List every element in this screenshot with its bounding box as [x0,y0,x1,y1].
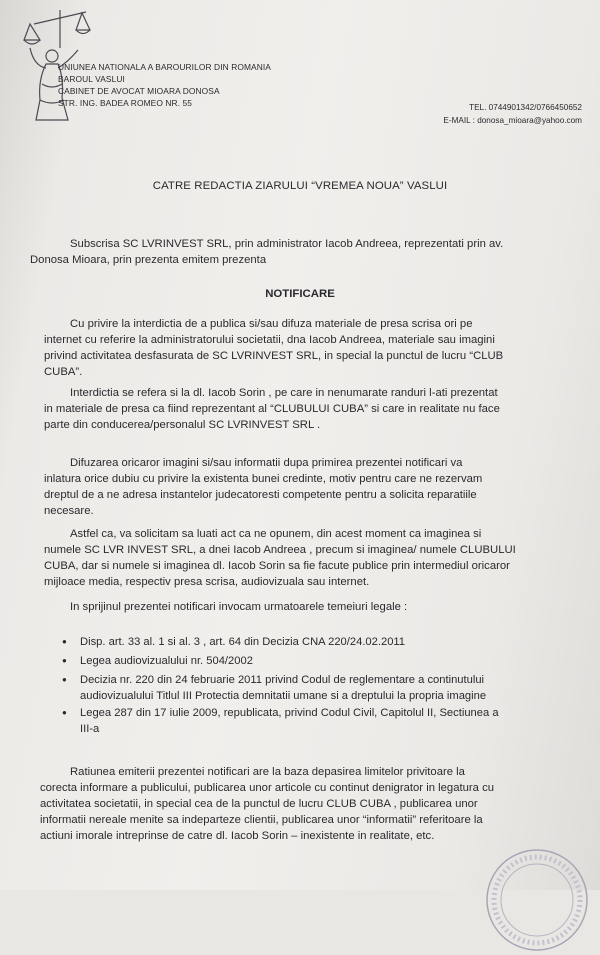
email-text: E-MAIL : donosa_mioara@yahoo.com [443,116,582,125]
closing-line: corecta informare a publicului, publicarea unor articole cu continut denigrator in legatura cu [40,782,495,794]
phone-text: TEL. 0744901342/0766450652 [469,103,582,112]
closing-line: actiuni imorale intreprinse de catre dl. Iacob Sorin – inexistente in realitate, etc. [40,830,435,842]
closing-line: activitatea societatii, in special cea de la punctul de lucru CLUB CUBA , publicarea unor [40,798,478,810]
contact-block [410,101,582,127]
paragraph-line: necesare. [44,505,94,517]
paragraph-line: inlatura orice dubiu cu privire la existenta bunei credinte, motiv pentru care ne rezervam [44,473,483,485]
paragraph-line: internet cu referire la administratorului societatii, dna Iacob Andreea, materiale sau imagini [44,334,495,346]
paragraph-line: Difuzarea oricaror imagini si/sau informatii dupa primirea prezentei notificari va [70,457,463,469]
intro-line: Donosa Mioara, prin prezenta emitem prezenta [30,254,267,266]
legal-reference-line: audiovizualului Titlul III Protectia demnitatii umane si a dreptului la propria imagine [80,690,487,702]
letterhead-line: STR. ING. BADEA ROMEO NR. 55 [58,98,193,108]
paragraph-line: parte din conducerea/personalul SC LVRINVEST SRL . [44,419,321,431]
paragraph-line: In sprijinul prezentei notificari invocam urmatoarele temeiuri legale : [70,601,408,613]
legal-reference-line: ● Disp. art. 33 al. 1 si al. 3 , art. 64 din Decizia CNA 220/24.02.2011 [80,636,406,648]
letterhead-line: CABINET DE AVOCAT MIOARA DONOSA [58,86,220,96]
legal-reference-line: ● Legea 287 din 17 iulie 2009, republicata, privind Codul Civil, Capitolul II, Sectiunea a [80,707,499,719]
letterhead-block [58,61,271,109]
paragraph-4 [44,526,566,590]
notice-heading: NOTIFICARE [265,288,335,300]
legal-reference-item [62,653,499,669]
paragraph-line: dreptul de a ne adresa instantelor judecatoresti competente pentru a solicita reparatiile [44,489,477,501]
paragraph-line: mijloace media, respectiv presa scrisa, audiovizuala sau internet. [44,576,370,588]
letterhead-line: BAROUL VASLUI [58,74,125,84]
paragraph-3 [44,455,566,519]
closing-line: informatii nereale menite sa indeparteze clientii, publicarea unor “informatii” referitoare la [40,814,483,826]
legal-reference-item [62,672,499,704]
paragraph-1 [44,316,566,380]
legal-references-list [62,634,499,737]
legal-reference-line: III-a [80,723,100,735]
legal-reference-item [62,705,499,737]
paragraph-line: Cu privire la interdictia de a publica si/sau difuza materiale de presa scrisa ori pe [70,318,473,330]
paragraph-line: privind activitatea desfasurata de SC LVRINVEST SRL, in special la punctul de lucru “CLUB [44,350,504,362]
letterhead-line: UNIUNEA NATIONALA A BAROURILOR DIN ROMANIA [58,62,271,72]
intro-line: Subscrisa SC LVRINVEST SRL, prin administrator Iacob Andreea, reprezentati prin av. [70,238,504,250]
paragraph-line: CUBA, dar si numele si imaginea dl. Iacob Sorin sa fie facute publice prin intermediul oricaror [44,560,510,572]
stamp-seal [482,845,592,955]
paragraph-5 [44,599,566,615]
closing-paragraph [40,764,566,844]
paragraph-line: Interdictia se refera si la dl. Iacob Sorin , pe care in nenumarate randuri l-ati prezentat [70,387,498,399]
intro-paragraph [30,236,570,268]
legal-reference-item [62,634,499,650]
legal-reference-line: ● Decizia nr. 220 din 24 februarie 2011 privind Codul de reglementare a continutului [80,674,485,686]
paragraph-2 [44,385,566,433]
paragraph-line: numele SC LVR INVEST SRL, a dnei Iacob Andreea , precum si imaginea/ numele CLUBULUI [44,544,516,556]
paragraph-line: Astfel ca, va solicitam sa luati act ca ne opunem, din acest moment ca imaginea si [70,528,482,540]
legal-reference-line: ● Legea audiovizualului nr. 504/2002 [80,655,253,667]
paragraph-line: CUBA”. [44,366,83,378]
closing-line: Ratiunea emiterii prezentei notificari are la baza depasirea limitelor privitoare la [70,766,465,778]
paragraph-line: in materiale de presa ca fiind reprezentant al “CLUBULUI CUBA” si care in realitate nu face [44,403,500,415]
addressee-title: CATRE REDACTIA ZIARULUI “VREMEA NOUA” VASLUI [152,180,448,192]
